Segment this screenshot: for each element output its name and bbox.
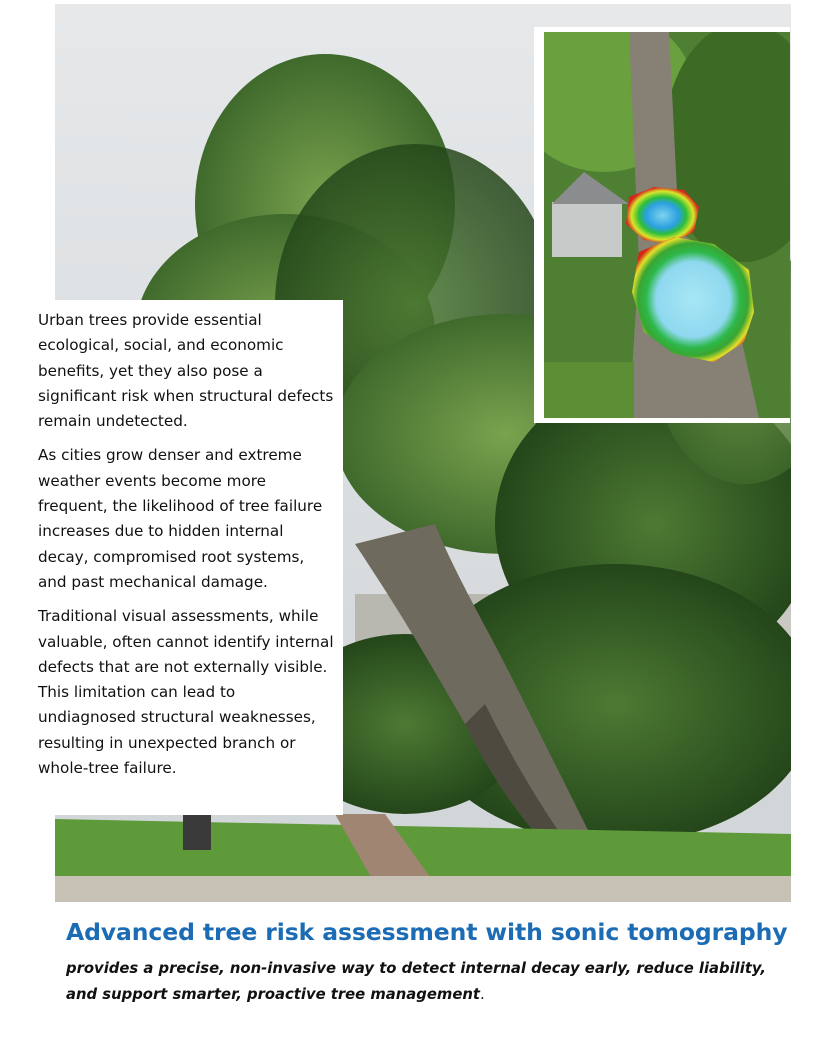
paragraph-2: As cities grow denser and extreme weather events become more frequent, the likelihood of tree failure increases due to hidden internal decay, compromised root systems, and past mechanical damage. [38,446,323,591]
subtitle-text: provides a precise, non-invasive way to detect internal decay early, reduce liability, and support smarter, proactive tree management [66,960,767,1003]
subtitle-period: . [479,986,485,1003]
paragraph-3: Traditional visual assessments, while valuable, often cannot identify internal defects that are not externally visible. This limitation can lead to undiagnosed structural weaknesses, resulting in unexpected branch or whole-tree failure. [38,607,334,778]
tomography-inset [534,27,790,423]
tomography-overlay-photo [544,32,790,418]
headline-subtitle [66,956,786,1008]
intro-text-box [28,300,343,815]
paragraph-1: Urban trees provide essential ecological, social, and economic benefits, yet they also pose a significant risk when structural defects remain undetected. [38,311,334,431]
headline-title: Advanced tree risk assessment with sonic tomography [66,918,788,946]
